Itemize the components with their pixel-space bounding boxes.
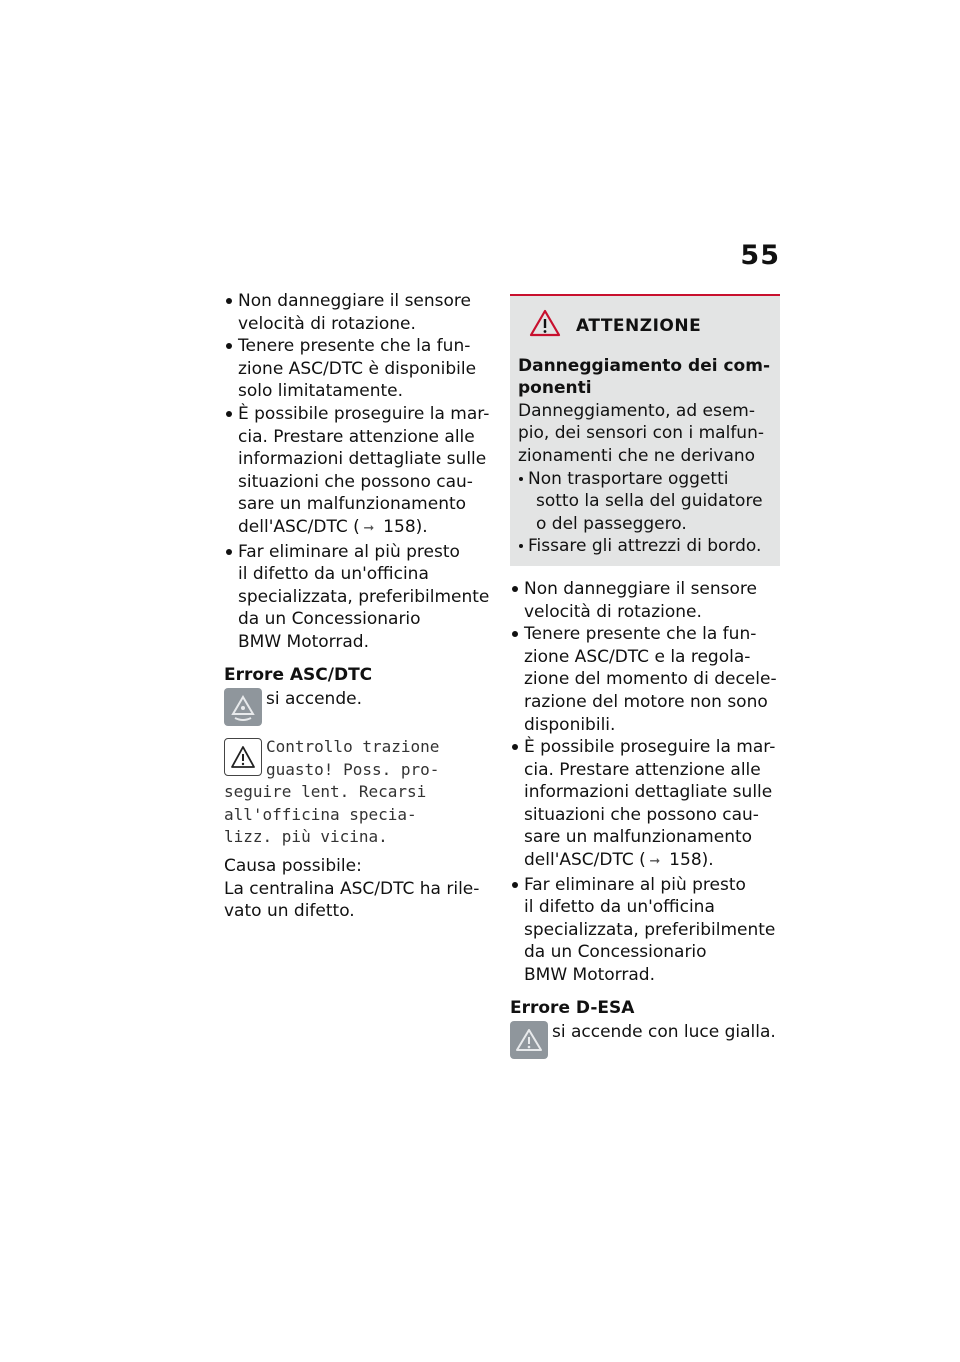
text-line: sare un malfunzionamento xyxy=(524,827,753,848)
list-item xyxy=(518,535,772,558)
text-line: zione ASC/DTC è disponibile xyxy=(238,358,477,379)
message-line: all'officina specia- xyxy=(224,804,417,824)
attention-header xyxy=(518,308,772,345)
text-line: specializzata, preferibilmente xyxy=(238,586,490,607)
attention-box xyxy=(510,294,780,566)
text-line: Danneggiamento dei com- xyxy=(518,355,770,376)
text-line: Far eliminare al più presto xyxy=(238,541,460,562)
attention-title: ATTENZIONE xyxy=(576,316,702,336)
cause-block xyxy=(224,855,492,923)
list-item xyxy=(510,736,780,874)
asc-indicator-row xyxy=(224,688,492,726)
xref-page[interactable]: 158). xyxy=(663,850,714,871)
cause-line: La centralina ASC/DTC ha rile- xyxy=(224,878,480,899)
xref-prefix: dell'ASC/DTC ( xyxy=(238,516,360,537)
message-line: lizz. più vicina. xyxy=(224,827,388,847)
section-title-asc-dtc-error: Errore ASC/DTC xyxy=(224,664,373,685)
list-item xyxy=(510,874,780,987)
list-item xyxy=(510,578,780,623)
section-title-desa-error: Errore D-ESA xyxy=(510,997,635,1018)
attention-subtitle xyxy=(518,355,772,400)
text-line: zione ASC/DTC e la regola- xyxy=(524,646,751,667)
display-message-continued xyxy=(224,781,492,849)
text-line: informazioni dettagliate sulle xyxy=(238,449,487,470)
text-line: velocità di rotazione. xyxy=(238,313,416,334)
message-line: guasto! Poss. pro- xyxy=(266,759,440,779)
text-line: il difetto da un'officina xyxy=(238,564,429,585)
text-line: o del passeggero. xyxy=(536,513,687,534)
text-line: solo limitatamente. xyxy=(238,381,404,402)
asc-dtc-warning-icon xyxy=(224,688,262,726)
attention-text xyxy=(518,400,772,468)
text-line: BMW Motorrad. xyxy=(238,631,369,652)
list-item xyxy=(224,290,492,335)
attention-list xyxy=(518,468,772,558)
xref-line[interactable] xyxy=(524,849,780,874)
text-line: zionamenti che ne derivano xyxy=(518,445,756,466)
arrow-right-icon: ➞ xyxy=(649,854,661,870)
message-line: seguire lent. Recarsi xyxy=(224,782,427,802)
list-item xyxy=(518,468,772,536)
desa-indicator-row xyxy=(510,1021,780,1059)
text-line: Fissare gli attrezzi di bordo. xyxy=(528,536,762,557)
message-line: Controllo trazione xyxy=(266,737,440,757)
text-line: sotto la sella del guidatore xyxy=(536,491,763,512)
text-line: da un Concessionario xyxy=(238,609,421,630)
text-line: Danneggiamento, ad esem- xyxy=(518,400,755,421)
text-line: situazioni che possono cau- xyxy=(238,471,473,492)
left-column xyxy=(224,290,492,923)
page-number: 55 xyxy=(740,240,780,271)
text-line: Tenere presente che la fun- xyxy=(524,624,757,645)
list-item xyxy=(224,403,492,541)
text-line: È possibile proseguire la mar- xyxy=(524,737,776,758)
text-line: da un Concessionario xyxy=(524,942,707,963)
right-bullet-list xyxy=(510,578,780,987)
text-line: ponenti xyxy=(518,378,592,399)
indicator-text: si accende. xyxy=(266,689,362,710)
text-line: Non trasportare oggetti xyxy=(528,468,729,489)
text-line: cia. Prestare attenzione alle xyxy=(524,759,761,780)
cause-line: vato un difetto. xyxy=(224,901,355,922)
text-line: specializzata, preferibilmente xyxy=(524,919,776,940)
text-line: sare un malfunzionamento xyxy=(238,494,467,515)
text-line: È possibile proseguire la mar- xyxy=(238,403,490,424)
text-line: disponibili. xyxy=(524,714,616,735)
text-line: cia. Prestare attenzione alle xyxy=(238,426,475,447)
left-bullet-list xyxy=(224,290,492,654)
desa-warning-icon xyxy=(510,1021,548,1059)
right-column xyxy=(510,294,780,1059)
text-line: il difetto da un'officina xyxy=(524,897,715,918)
xref-prefix: dell'ASC/DTC ( xyxy=(524,850,646,871)
xref-line[interactable] xyxy=(238,516,492,541)
text-line: razione del motore non sono xyxy=(524,691,768,712)
list-item xyxy=(224,541,492,654)
display-message-start xyxy=(266,736,439,781)
text-line: zione del momento di decele- xyxy=(524,669,777,690)
list-item xyxy=(510,623,780,736)
indicator-text: si accende con luce gialla. xyxy=(552,1022,776,1043)
list-item xyxy=(224,335,492,403)
text-line: Tenere presente che la fun- xyxy=(238,336,471,357)
text-line: informazioni dettagliate sulle xyxy=(524,782,773,803)
general-warning-icon xyxy=(224,738,262,776)
text-line: situazioni che possono cau- xyxy=(524,804,759,825)
text-line: pio, dei sensori con i malfun- xyxy=(518,423,764,444)
text-line: Non danneggiare il sensore xyxy=(238,291,471,311)
text-line: velocità di rotazione. xyxy=(524,601,702,622)
cause-label: Causa possibile: xyxy=(224,856,362,877)
text-line: Non danneggiare il sensore xyxy=(524,578,757,599)
xref-page[interactable]: 158). xyxy=(377,516,428,537)
attention-triangle-icon xyxy=(528,308,562,345)
asc-message-row xyxy=(224,736,492,781)
text-line: BMW Motorrad. xyxy=(524,965,655,986)
text-line: Far eliminare al più presto xyxy=(524,874,746,895)
arrow-right-icon: ➞ xyxy=(363,520,375,536)
